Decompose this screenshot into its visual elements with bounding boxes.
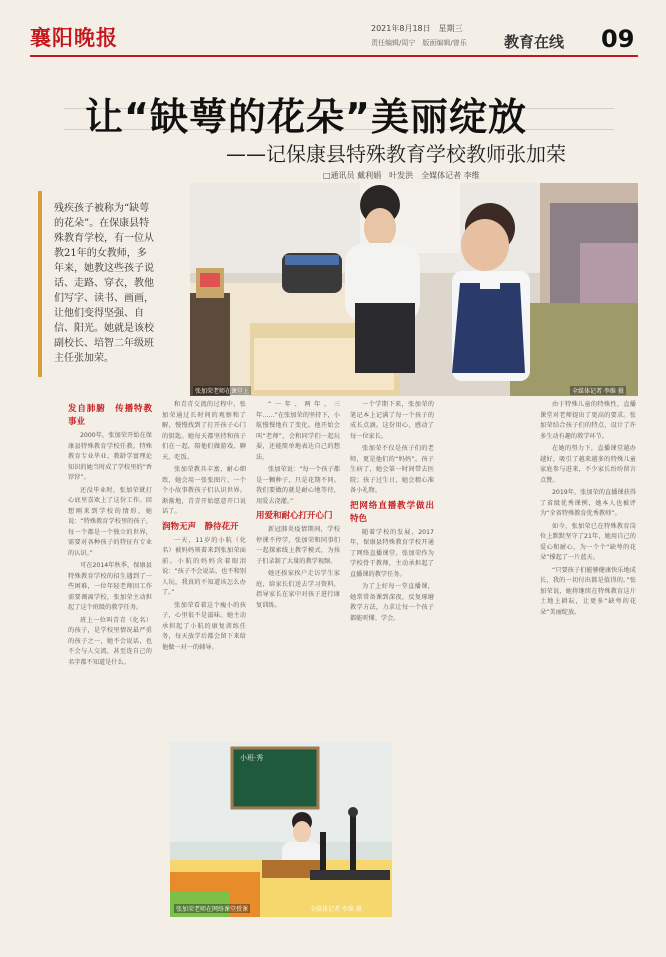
- section-heading-1: 发自肺腑 传播特教事业: [68, 404, 152, 427]
- issue-date: 2021年8月18日 星期三: [371, 24, 463, 33]
- paragraph: 张加荣教具丰富，耐心细致，她会用一张张图片、一个个小故事教孩子们认识世界。渐渐地，青青开始愿意开口说话了。: [162, 466, 246, 515]
- paragraph: 2019年，张加荣的直播课获得了省级优秀课例，她本人也被评为“全省特殊教育优秀教师”。: [540, 489, 636, 517]
- article-column-3: [256, 400, 340, 738]
- paragraph: 如今，张加荣已在特殊教育岗位上默默坚守了21年，她用自己的爱心和耐心，为一个个“缺萼的花朵”撑起了一片蓝天。: [540, 522, 636, 561]
- paragraph: 张加荣看着这个瘦小的孩子，心里很不是滋味。她主动承担起了小航的康复训练任务，每天放学后都会留下来给他做一对一的辅导。: [162, 601, 246, 651]
- paragraph: 还没毕业时，张加荣就打心底里喜欢上了这份工作。回想刚来到学校的情形，她说：“特殊教育学校里的孩子，每一个都是一个独立的世界，需要对各种孩子的特征有专业的认识。”: [68, 486, 152, 557]
- classroom-photo-drawing: [190, 183, 638, 396]
- paragraph: 由于特殊儿童的特殊性，直播课堂对老师提出了更高的要求。张加荣结合孩子们的特点，设计了许多生动有趣的教学环节。: [540, 401, 636, 440]
- article-byline: □通讯员 戴利娟 叶发洪 全媒体记者 李维: [323, 171, 480, 180]
- paragraph: 为了上好每一堂直播课，她常常备课到深夜，反复琢磨教学方法，力求让每一个孩子都能听懂、学会。: [350, 583, 434, 622]
- paragraph: 她还挨家挨户走访学生家庭，给家长们送去学习资料，指导家长在家中对孩子进行康复训练。: [256, 570, 340, 609]
- photo-top-caption: 张加荣老师在课堂上: [195, 388, 250, 395]
- page-number: 09: [601, 25, 635, 53]
- online-class-photo-drawing: [170, 742, 392, 917]
- paragraph: 在她的努力下，直播课堂越办越好，吸引了越来越多的特殊儿童家庭参与进来，不少家长纷纷留言点赞。: [540, 445, 636, 484]
- article-column-2: [162, 400, 246, 738]
- classroom-photo: [190, 183, 638, 396]
- paragraph: 2000年，张加荣开始在保康县特殊教育学校任教。特殊教育专业毕业、教龄学富理论知识的她当时成了学校里的“香饽饽”。: [68, 432, 152, 481]
- paragraph: 可在2014年秋季，保康县特殊教育学校的招生遇到了一些困难，一位年轻老师因工作需要调离学校，张加荣主动担起了这个班级的教学任务。: [68, 562, 152, 611]
- photo-bottom-credit: 全媒体记者 李维 摄: [310, 906, 362, 913]
- article-column-5: [540, 400, 636, 912]
- paragraph: 一个学期下来，张加荣的笔记本上记满了每一个孩子的成长点滴。这份用心，感动了每一位家长。: [350, 401, 434, 440]
- section-name: 教育在线: [504, 33, 565, 51]
- article-column-1: [68, 400, 152, 905]
- paragraph: 和青青交流的过程中，张加荣通过长时间的观察和了解，慢慢找到了打开孩子心门的钥匙。她每天都坚持和孩子们在一起，陪他们做游戏、聊天、吃饭。: [162, 401, 246, 461]
- paragraph: 张加荣说：“每一个孩子都是一颗种子，只是花期不同。我们要做的就是耐心地等待，用爱去浇灌。”: [256, 466, 340, 505]
- article-column-4: [350, 400, 434, 738]
- editor-line: 责任编辑/周宁 版面编辑/曾乐: [371, 39, 467, 47]
- photo-bottom-caption: 张加荣老师在网络课堂授课: [176, 906, 249, 913]
- paragraph: 张加荣不仅是孩子们的老师，更是他们的“妈妈”。孩子生病了，她会第一时间带去医院；孩子过生日，她会精心准备小礼物。: [350, 445, 434, 494]
- paragraph: “一年、两年、三年……”在张加荣的坚持下，小航慢慢地有了变化。他开始会叫“老师”，会和同学们一起玩耍，还能简单地表达自己的想法。: [256, 401, 340, 461]
- paragraph: 随着学校的发展，2017年，保康县特殊教育学校开通了网络直播课堂。张加荣作为学校骨干教师，主动承担起了直播课的教学任务。: [350, 528, 434, 578]
- paragraph: 班上一位叫青青（化名）的孩子，是学校里情况最严重的孩子之一，她不会说话，也不会与人交流，甚至连自己的名字都不知道是什么。: [68, 616, 152, 666]
- article-intro: 残疾孩子被称为“缺萼的花朵”。在保康县特殊教育学校，有一位从教21年的女教师，多年来，她教这些孩子说话、走路、穿衣，教他们写字、读书、画画，让他们变得坚强、自信、阳光。她就是该校副校长、培智二年级班主任张加荣。: [38, 191, 168, 377]
- article-subtitle: ——记保康县特殊教育学校教师张加荣: [226, 142, 566, 166]
- article-title: 让“缺萼的花朵”美丽绽放: [85, 95, 527, 139]
- section-heading-3: 用爱和耐心打开心门: [256, 511, 333, 521]
- paragraph: 一天，11岁的小航（化名）被妈妈领着来到张加荣面前。小航的妈妈含着眼泪说：“孩子不会说话，也不和别人玩，我真的不知道该怎么办了。”: [162, 536, 246, 596]
- board-text: 小班·秀: [240, 754, 264, 762]
- section-heading-2: 润物无声 静待花开: [162, 521, 239, 532]
- header-rule: [30, 55, 638, 57]
- paragraph: 新冠肺炎疫情期间，学校停课不停学，张加荣和同事们一起探索线上教学模式，为孩子们录制了大量的教学视频。: [256, 526, 340, 565]
- online-class-photo: [170, 742, 392, 917]
- paragraph: “只要孩子们能够健康快乐地成长，我的一切付出都是值得的。”张加荣说，她将继续在特殊教育这片土地上耕耘，让更多“缺萼的花朵”美丽绽放。: [540, 566, 636, 616]
- photo-top-credit: 全媒体记者 李维 摄: [572, 388, 624, 395]
- section-heading-4: 把网络直播教学做出特色: [350, 500, 434, 524]
- masthead-logo: 襄阳晚报: [30, 25, 118, 50]
